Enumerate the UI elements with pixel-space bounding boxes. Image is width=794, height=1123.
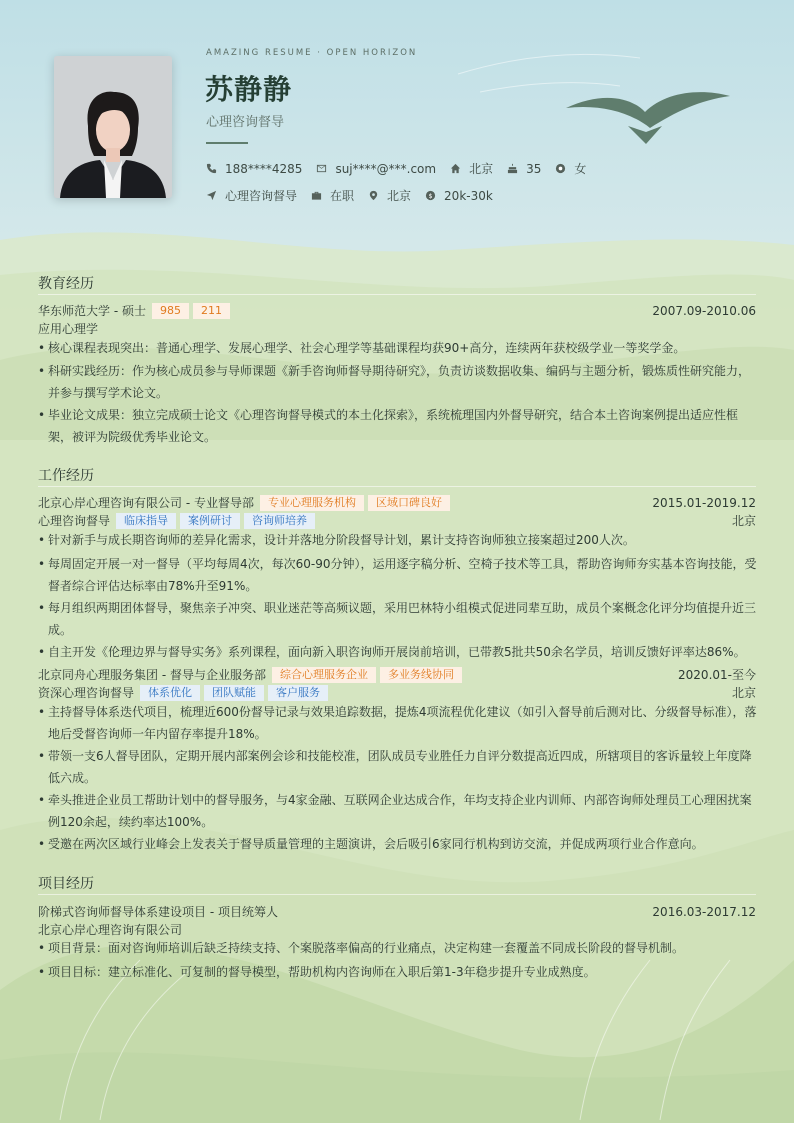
- education-section-title: 教育经历: [38, 276, 94, 292]
- school-name: 华东师范大学 - 硕士: [38, 304, 146, 318]
- position-tag: 客户服务: [268, 685, 328, 701]
- education-bullet: • 核心课程表现突出：普通心理学、发展心理学、社会心理学等基础课程均获90+高分，连续两年获校级学业一等奖学金。: [38, 337, 760, 359]
- job-period: 2020.01-至今: [678, 668, 756, 682]
- education-bullet: • 毕业论文成果：独立完成硕士论文《心理咨询督导模式的本土化探索》，系统梳理国内外督导研究，结合本土咨询案例提出适应性框架，被评为院级优秀毕业论文。: [38, 404, 760, 448]
- job-company: 北京同舟心理服务集团 - 督导与企业服务部: [38, 668, 266, 682]
- job-company: 北京心岸心理咨询有限公司 - 专业督导部: [38, 496, 254, 510]
- job-bullet: • 自主开发《伦理边界与督导实务》系列课程，面向新入职咨询师开展岗前培训，已带教5批共50余名学员，培训反馈好评率达86%。: [38, 641, 760, 663]
- phone-info: [206, 162, 302, 176]
- job-position: 资深心理咨询督导: [38, 686, 135, 700]
- status-text: 在职: [330, 189, 355, 203]
- job-bullet: • 针对新手与成长期咨询师的差异化需求，设计并落地分阶段督导计划，累计支持咨询师独立接案超过200人次。: [38, 529, 760, 551]
- education-header: [38, 302, 756, 319]
- position-tag: 咨询师培养: [244, 513, 315, 529]
- cake-icon: [507, 163, 518, 174]
- briefcase-icon: [311, 190, 322, 201]
- project-name: 阶梯式咨询师督导体系建设项目 - 项目统筹人: [38, 905, 278, 919]
- project-bullet: • 项目背景：面对咨询师培训后缺乏持续支持、个案脱落率偏高的行业痛点，决定构建一套覆盖不同成长阶段的督导机制。: [38, 937, 760, 959]
- salary-info: [425, 189, 493, 203]
- project-header: [38, 903, 756, 920]
- job-bullet: • 受邀在两次区域行业峰会上发表关于督导质量管理的主题演讲，会后吸引6家同行机构到访交流，并促成两项行业合作意向。: [38, 833, 760, 855]
- gender-icon: [555, 163, 566, 174]
- job-intent-row: [206, 187, 507, 204]
- job-bullet: • 牵头推进企业员工帮助计划中的督导服务，与4家金融、互联网企业达成合作，年均支持企业内训师、内部咨询师处理员工心理困扰案例120余起，续约率达100%。: [38, 789, 760, 833]
- job-position: 心理咨询督导: [38, 514, 111, 528]
- project-period: 2016.03-2017.12: [652, 904, 756, 919]
- tagline: AMAZING RESUME · OPEN HORIZON: [206, 48, 418, 58]
- contact-row: [206, 160, 600, 177]
- school-tag: 211: [193, 303, 230, 319]
- job-bullet: • 每月组织两期团体督导，聚焦亲子冲突、职业迷茫等高频议题，采用巴林特小组模式促进同辈互助，成员个案概念化评分均值提升近三成。: [38, 597, 760, 641]
- svg-text:$: $: [428, 191, 433, 200]
- status-info: [311, 187, 354, 204]
- gender-info: [555, 160, 586, 177]
- salary-text: 20k-30k: [444, 188, 493, 203]
- money-icon: [425, 190, 436, 201]
- project-bullet: • 项目目标：建立标准化、可复制的督导模型，帮助机构内咨询师在入职后第1-3年稳步提升专业成熟度。: [38, 961, 760, 983]
- position-tag: 案例研讨: [180, 513, 240, 529]
- company-tag: 综合心理服务企业: [272, 667, 376, 683]
- location-icon: [368, 190, 379, 201]
- position-tag: 体系优化: [140, 685, 200, 701]
- project-org-line: [38, 921, 756, 938]
- work-divider: [38, 486, 756, 487]
- gender-text: 女: [574, 162, 587, 176]
- email-info: [316, 162, 436, 176]
- mail-icon: [316, 163, 327, 174]
- work-section-title: 工作经历: [38, 468, 94, 484]
- projects-section-title: 项目经历: [38, 876, 94, 892]
- candidate-role: 心理咨询督导: [206, 115, 285, 130]
- phone-text: 188****4285: [225, 161, 303, 176]
- projects-divider: [38, 894, 756, 895]
- avatar: [54, 56, 172, 198]
- age-info: [507, 162, 541, 176]
- intent-city-text: 北京: [387, 189, 412, 203]
- age-text: 35: [526, 161, 542, 176]
- job-bullet: • 带领一支6人督导团队，定期开展内部案例会诊和技能校准，团队成员专业胜任力自评分数提高近四成，所辖项目的客诉量较上年度降低六成。: [38, 745, 760, 789]
- job-bullet: • 每周固定开展一对一督导（平均每周4次，每次60-90分钟），运用逐字稿分析、空椅子技术等工具，帮助咨询师夯实基本咨询技能，受督者综合评估达标率由78%升至91%。: [38, 553, 760, 597]
- job-position-line: [38, 684, 756, 701]
- company-tag: 多业务线协同: [380, 667, 462, 683]
- position-tag: 团队赋能: [204, 685, 264, 701]
- intent-position-info: [206, 187, 297, 204]
- job-header: [38, 666, 756, 683]
- email-text: suj****@***.com: [335, 161, 437, 176]
- send-icon: [206, 190, 217, 201]
- company-tag: 区域口碑良好: [368, 495, 450, 511]
- position-tag: 临床指导: [116, 513, 176, 529]
- education-period: 2007.09-2010.06: [652, 303, 756, 318]
- education-bullet: • 科研实践经历：作为核心成员参与导师课题《新手咨询师督导期待研究》，负责访谈数据收集、编码与主题分析，锻炼质性研究能力，并参与撰写学术论文。: [38, 360, 760, 404]
- job-position-line: [38, 512, 756, 529]
- education-major-line: [38, 320, 756, 337]
- phone-icon: [206, 163, 217, 174]
- job-bullet: • 主持督导体系迭代项目，梳理近600份督导记录与效果追踪数据，提炼4项流程优化建议（如引入督导前后测对比、分级督导标准），落地后受督咨询师一年内留存率提升18%。: [38, 701, 760, 745]
- job-city: 北京: [731, 514, 756, 528]
- education-divider: [38, 294, 756, 295]
- education-major: 应用心理学: [38, 322, 99, 336]
- company-tag: 专业心理服务机构: [260, 495, 364, 511]
- job-header: [38, 494, 756, 511]
- home-icon: [450, 163, 461, 174]
- home-info: [450, 160, 493, 177]
- intent-city-info: [368, 187, 411, 204]
- intent-position-text: 心理咨询督导: [225, 189, 298, 203]
- school-tag: 985: [152, 303, 189, 319]
- job-city: 北京: [731, 686, 756, 700]
- hometown-text: 北京: [469, 162, 494, 176]
- title-divider: [206, 142, 248, 144]
- project-org: 北京心岸心理咨询有限公司: [38, 923, 183, 937]
- candidate-name: 苏静静: [205, 73, 293, 106]
- job-period: 2015.01-2019.12: [652, 495, 756, 510]
